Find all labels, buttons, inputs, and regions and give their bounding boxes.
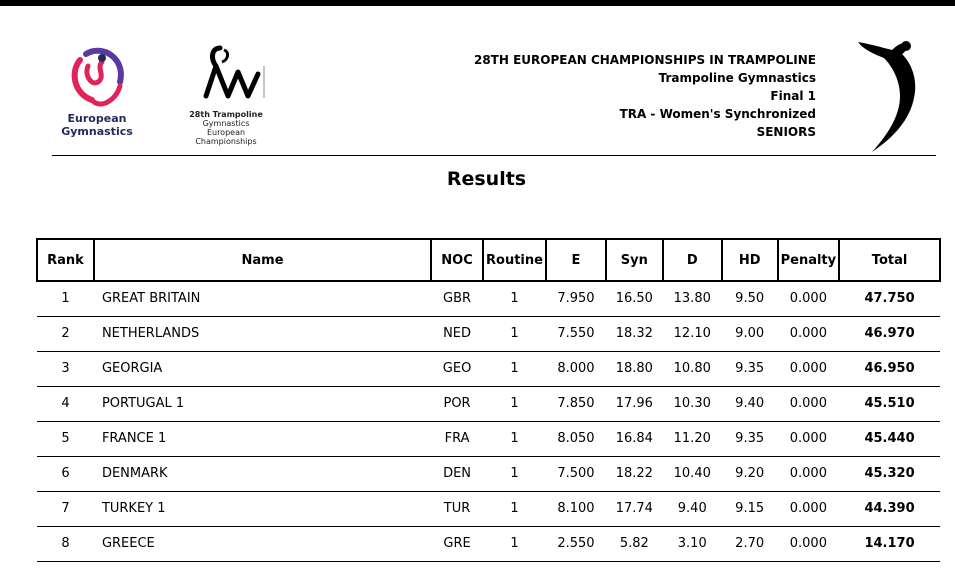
rank-cell: 6 <box>37 456 94 491</box>
d-score-cell: 13.80 <box>663 281 722 316</box>
e-score-cell: 7.950 <box>546 281 606 316</box>
d-score-cell: 10.80 <box>663 351 722 386</box>
column-header: Penalty <box>778 239 840 281</box>
table-row <box>37 491 940 526</box>
name-cell: GEORGIA <box>94 351 431 386</box>
routine-cell: 1 <box>483 421 546 456</box>
table-row <box>37 316 940 351</box>
total-cell: 47.750 <box>839 281 940 316</box>
table-row <box>37 386 940 421</box>
e-score-cell: 8.100 <box>546 491 606 526</box>
penalty-cell: 0.000 <box>778 351 840 386</box>
hd-score-cell: 2.70 <box>722 526 778 561</box>
results-table <box>36 238 941 562</box>
table-row <box>37 281 940 316</box>
rank-cell: 3 <box>37 351 94 386</box>
event-header <box>474 51 816 141</box>
total-cell: 46.950 <box>839 351 940 386</box>
name-cell: PORTUGAL 1 <box>94 386 431 421</box>
tra-logo-line4: Championships <box>195 137 257 146</box>
penalty-cell: 0.000 <box>778 386 840 421</box>
european-gymnastics-logo <box>52 42 142 146</box>
syn-score-cell: 17.74 <box>606 491 663 526</box>
trampoline-championships-logo <box>186 44 296 148</box>
syn-score-cell: 18.80 <box>606 351 663 386</box>
hd-score-cell: 9.00 <box>722 316 778 351</box>
column-header: Rank <box>37 239 94 281</box>
total-cell: 45.510 <box>839 386 940 421</box>
d-score-cell: 10.40 <box>663 456 722 491</box>
round-label: Final 1 <box>770 89 816 103</box>
name-cell: NETHERLANDS <box>94 316 431 351</box>
syn-score-cell: 18.32 <box>606 316 663 351</box>
rank-cell: 7 <box>37 491 94 526</box>
d-score-cell: 11.20 <box>663 421 722 456</box>
top-border <box>0 0 955 6</box>
syn-score-cell: 16.84 <box>606 421 663 456</box>
d-score-cell: 12.10 <box>663 316 722 351</box>
name-cell: GREAT BRITAIN <box>94 281 431 316</box>
column-header: Routine <box>483 239 546 281</box>
routine-cell: 1 <box>483 386 546 421</box>
european-gymnastics-icon <box>62 42 132 110</box>
total-cell: 45.440 <box>839 421 940 456</box>
e-score-cell: 7.850 <box>546 386 606 421</box>
e-score-cell: 7.500 <box>546 456 606 491</box>
column-header: Syn <box>606 239 663 281</box>
discipline-label: Trampoline Gymnastics <box>658 71 816 85</box>
routine-cell: 1 <box>483 491 546 526</box>
noc-cell: GBR <box>431 281 483 316</box>
routine-cell: 1 <box>483 316 546 351</box>
total-cell: 46.970 <box>839 316 940 351</box>
e-score-cell: 8.050 <box>546 421 606 456</box>
noc-cell: TUR <box>431 491 483 526</box>
d-score-cell: 10.30 <box>663 386 722 421</box>
penalty-cell: 0.000 <box>778 526 840 561</box>
tra-logo-line1: 28th Trampoline <box>189 110 263 119</box>
hd-score-cell: 9.40 <box>722 386 778 421</box>
e-score-cell: 2.550 <box>546 526 606 561</box>
total-cell: 45.320 <box>839 456 940 491</box>
total-cell: 44.390 <box>839 491 940 526</box>
header-divider <box>52 155 936 156</box>
eg-logo-line1: European <box>67 112 127 125</box>
syn-score-cell: 5.82 <box>606 526 663 561</box>
table-row <box>37 456 940 491</box>
column-header: Total <box>839 239 940 281</box>
hd-score-cell: 9.35 <box>722 421 778 456</box>
tra-logo-line2: Gymnastics <box>202 119 250 128</box>
table-row <box>37 526 940 561</box>
results-title: Results <box>446 168 527 190</box>
syn-score-cell: 16.50 <box>606 281 663 316</box>
rank-cell: 2 <box>37 316 94 351</box>
d-score-cell: 3.10 <box>663 526 722 561</box>
d-score-cell: 9.40 <box>663 491 722 526</box>
routine-cell: 1 <box>483 456 546 491</box>
table-row <box>37 351 940 386</box>
name-cell: DENMARK <box>94 456 431 491</box>
syn-score-cell: 18.22 <box>606 456 663 491</box>
rank-cell: 1 <box>37 281 94 316</box>
category-label: SENIORS <box>756 125 816 139</box>
table-header-row <box>37 239 940 281</box>
rank-cell: 4 <box>37 386 94 421</box>
column-header: E <box>546 239 606 281</box>
noc-cell: GEO <box>431 351 483 386</box>
e-score-cell: 8.000 <box>546 351 606 386</box>
name-cell: TURKEY 1 <box>94 491 431 526</box>
hd-score-cell: 9.15 <box>722 491 778 526</box>
column-header: NOC <box>431 239 483 281</box>
e-score-cell: 7.550 <box>546 316 606 351</box>
name-cell: GREECE <box>94 526 431 561</box>
noc-cell: DEN <box>431 456 483 491</box>
penalty-cell: 0.000 <box>778 456 840 491</box>
hd-score-cell: 9.20 <box>722 456 778 491</box>
championship-title: 28TH EUROPEAN CHAMPIONSHIPS IN TRAMPOLINE <box>473 53 816 67</box>
name-cell: FRANCE 1 <box>94 421 431 456</box>
gymnast-silhouette-icon <box>856 36 926 154</box>
routine-cell: 1 <box>483 526 546 561</box>
hd-score-cell: 9.50 <box>722 281 778 316</box>
rank-cell: 8 <box>37 526 94 561</box>
routine-cell: 1 <box>483 351 546 386</box>
column-header: HD <box>722 239 778 281</box>
total-cell: 14.170 <box>839 526 940 561</box>
penalty-cell: 0.000 <box>778 421 840 456</box>
column-header: D <box>663 239 722 281</box>
rank-cell: 5 <box>37 421 94 456</box>
penalty-cell: 0.000 <box>778 281 840 316</box>
event-label: TRA - Women's Synchronized <box>619 107 816 121</box>
column-header: Name <box>94 239 431 281</box>
noc-cell: GRE <box>431 526 483 561</box>
routine-cell: 1 <box>483 281 546 316</box>
syn-score-cell: 17.96 <box>606 386 663 421</box>
noc-cell: FRA <box>431 421 483 456</box>
hd-score-cell: 9.35 <box>722 351 778 386</box>
table-row <box>37 421 940 456</box>
trampoline-logo-icon <box>198 44 270 106</box>
noc-cell: POR <box>431 386 483 421</box>
penalty-cell: 0.000 <box>778 491 840 526</box>
penalty-cell: 0.000 <box>778 316 840 351</box>
eg-logo-line2: Gymnastics <box>61 125 133 138</box>
noc-cell: NED <box>431 316 483 351</box>
tra-logo-line3: European <box>206 128 246 137</box>
